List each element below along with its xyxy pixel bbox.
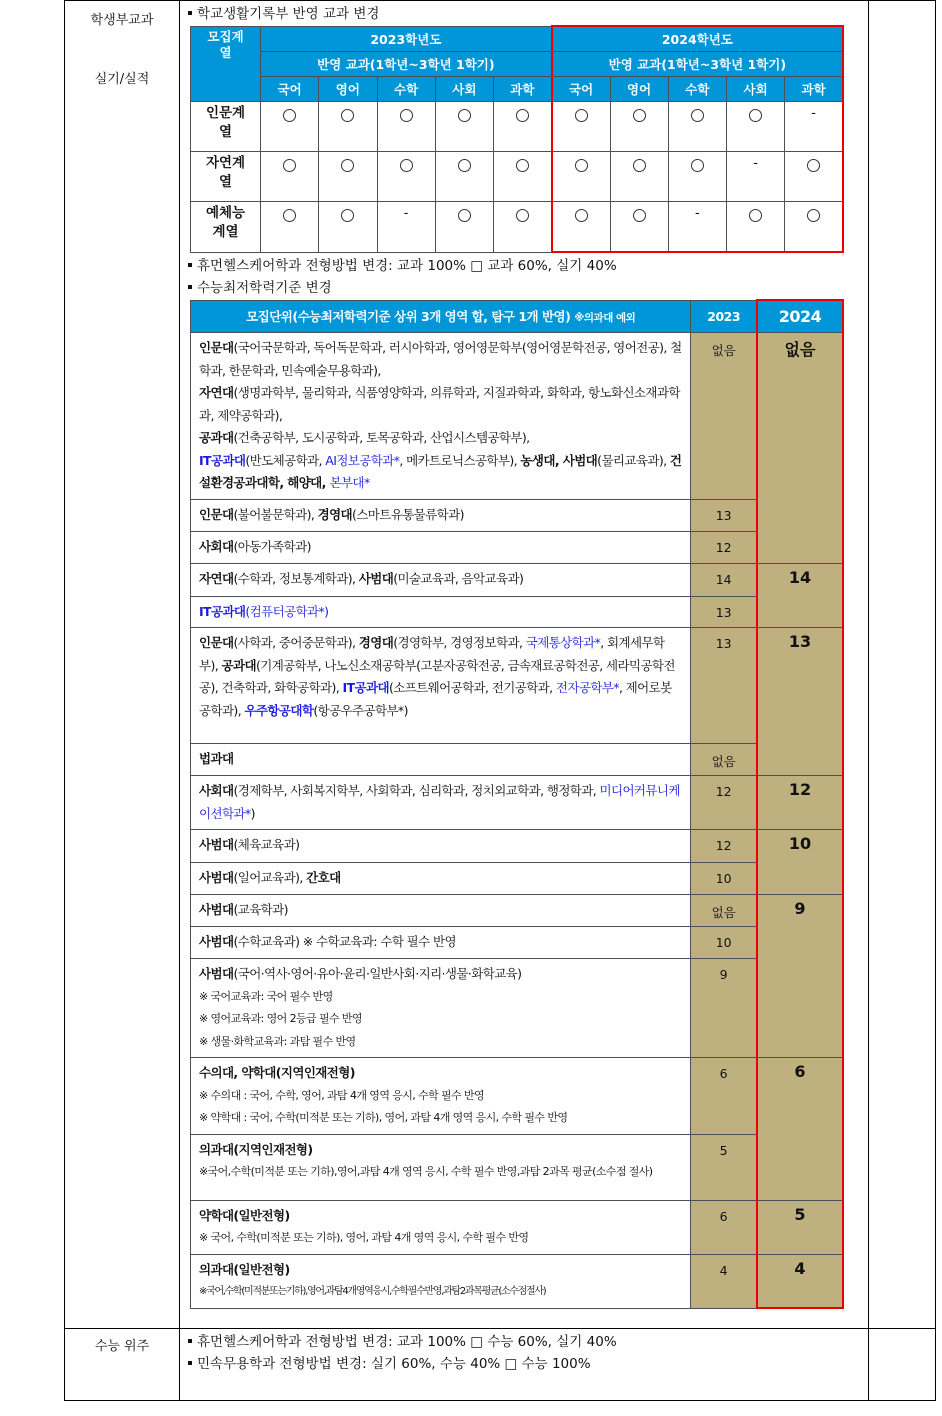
unit-description: 사범대(일어교육과), 간호대 <box>191 863 691 895</box>
value-2024: 5 <box>757 1200 843 1254</box>
circle-icon <box>807 159 820 172</box>
bullet-subject-change: 학교생활기록부 반영 교과 변경 <box>188 3 860 25</box>
bullet-icon <box>188 263 192 267</box>
unit-description: 법과대 <box>191 744 691 776</box>
circle-icon <box>516 209 529 222</box>
value-2024: 6 <box>757 1058 843 1201</box>
circle-icon <box>261 102 319 152</box>
circle-icon <box>341 159 354 172</box>
value-2024: 9 <box>757 895 843 1058</box>
category-label: 수능 위주 <box>94 1339 150 1354</box>
circle-icon <box>807 209 820 222</box>
table-row <box>191 1134 844 1200</box>
dash-cell: - <box>668 202 726 253</box>
circle-icon <box>261 152 319 202</box>
circle-icon <box>283 209 296 222</box>
table-row <box>191 1200 844 1254</box>
unit-description: 인문대(사학과, 중어중문학과), 경영대(경영학부, 경영정보학과, 국제통상학과*, 회계세무학부), 공과대(기계공학부, 나노신소재공학부(고분자공학전공, 금속재료공학전공, 세라믹공학전공), 건축학과, 화학공학과), IT공과대(소프트웨어공학과, 전기공학과, 전자공학부*, 제어로봇공학과), 우주항공대학(항공우주공학부*) <box>191 628 691 744</box>
category-label: 학생부교과 <box>90 13 154 28</box>
year-2023-header: 2023 <box>691 300 757 333</box>
table-row <box>191 596 844 628</box>
value-2024: 4 <box>757 1254 843 1308</box>
unit-description: 인문대(국어국문학과, 독어독문학과, 러시아학과, 영어영문학부(영어영문학전공, 영어전공), 철학과, 한문학과, 민속예술무용학과), 자연대(생명과학부, 물리학과, 식품영양학과, 의류학과, 지질과학과, 화학과, 항노화신소재과학과, 제약공학과), 공과대(건축공학부, 도시공학과, 토목공학과, 산업시스템공학부), IT공과대(반도체공학과, AI정보공학과*, 메카트로닉스공학부), 농생대, 사범대(물리교육과), 건설환경공과대학, 해양대, 본부대* <box>191 333 691 500</box>
subject-table <box>190 25 844 253</box>
bullet-folk-dance: 민속무용학과 전형방법 변경: 실기 60%, 수능 40% □ 수능 100% <box>188 1353 860 1375</box>
circle-icon <box>610 152 668 202</box>
note-text: ※ 영어교육과: 영어 2등급 필수 반영 <box>199 1012 362 1025</box>
subject-header: 사회 <box>435 77 493 102</box>
note-text: ※국어,수학(미적분또는기하),영어,과탐4개영역응시,수학필수반영,과탐2과목평균(소수점절사) <box>199 1286 546 1297</box>
bullet-icon <box>188 1361 192 1365</box>
circle-icon <box>610 102 668 152</box>
value-2023: 6 <box>691 1058 757 1135</box>
unit-description: 사범대(체육교육과) <box>191 830 691 863</box>
circle-icon <box>341 109 354 122</box>
circle-icon <box>749 209 762 222</box>
value-2023: 12 <box>691 830 757 863</box>
circle-icon <box>458 159 471 172</box>
circle-icon <box>552 152 610 202</box>
unit-description: 사범대(국어·역사·영어·유아·윤리·일반사회·지리·생물·화학교육) ※ 국어교육과: 국어 필수 반영 ※ 영어교육과: 영어 2등급 필수 반영 ※ 생물·화학교육과: 과탐 필수 반영 <box>191 959 691 1058</box>
value-2023: 4 <box>691 1254 757 1308</box>
table-row <box>191 563 844 596</box>
note-text: ※ 약학대 : 국어, 수학(미적분 또는 기하), 영어, 과탐 4개 영역 응시, 수학 필수 반영 <box>199 1111 568 1124</box>
subject-header: 국어 <box>261 77 319 102</box>
circle-icon <box>633 109 646 122</box>
circle-icon <box>633 209 646 222</box>
value-2024: 13 <box>757 628 843 776</box>
bullet-humanhealth-csat: 휴먼헬스케어학과 전형방법 변경: 교과 100% □ 수능 60%, 실기 40% <box>188 1331 860 1353</box>
value-2023: 없음 <box>691 333 757 500</box>
circle-icon <box>516 109 529 122</box>
row-label: 예체능계열 <box>191 202 261 253</box>
bullet-humanhealth-change: 휴먼헬스케어학과 전형방법 변경: 교과 100% □ 교과 60%, 실기 40% <box>188 255 860 277</box>
table-row <box>191 102 844 152</box>
unit-description: 수의대, 약학대(지역인재전형) ※ 수의대 : 국어, 수학, 영어, 과탐 4개 영역 응시, 수학 필수 반영 ※ 약학대 : 국어, 수학(미적분 또는 기하), 영어, 과탐 4개 영역 응시, 수학 필수 반영 <box>191 1058 691 1135</box>
value-2023: 10 <box>691 863 757 895</box>
table-row <box>191 830 844 863</box>
circle-icon <box>552 102 610 152</box>
unit-description: 약학대(일반전형) ※ 국어, 수학(미적분 또는 기하), 영어, 과탐 4개 영역 응시, 수학 필수 반영 <box>191 1200 691 1254</box>
content-cell-csat <box>180 1329 869 1401</box>
note-text: ※ 국어교육과: 국어 필수 반영 <box>199 989 333 1003</box>
value-2024: 없음 <box>757 333 843 564</box>
circle-icon <box>341 209 354 222</box>
value-2023: 13 <box>691 596 757 628</box>
value-2023: 13 <box>691 499 757 531</box>
bullet-csat-min-change: 수능최저학력기준 변경 <box>188 277 860 299</box>
category-label: 실기/실적 <box>94 72 150 87</box>
value-2023: 5 <box>691 1134 757 1200</box>
value-2023: 12 <box>691 531 757 563</box>
circle-icon <box>727 202 785 253</box>
unit-description: 의과대(지역인재전형) ※국어,수학(미적분 또는 기하),영어,과탐 4개 영역 응시, 수학 필수 반영,과탐 2과목 평균(소수점 절사) <box>191 1134 691 1200</box>
circle-icon <box>575 109 588 122</box>
table-row <box>191 927 844 959</box>
circle-icon <box>516 159 529 172</box>
circle-icon <box>435 152 493 202</box>
subject-header: 과학 <box>785 77 843 102</box>
subject-header: 수학 <box>377 77 435 102</box>
year-2024-header: 2024 <box>757 300 843 333</box>
value-2023: 14 <box>691 563 757 596</box>
remarks-cell <box>869 1329 936 1401</box>
subject-header: 국어 <box>552 77 610 102</box>
table-row <box>191 863 844 895</box>
dash-cell: - <box>377 202 435 253</box>
circle-icon <box>633 159 646 172</box>
circle-icon <box>494 202 552 253</box>
table-row <box>191 152 844 202</box>
csat-minimum-table <box>190 299 844 1309</box>
unit-description: 사회대(경제학부, 사회복지학부, 사회학과, 심리학과, 정치외교학과, 행정학과, 미디어커뮤니케이션학과*) <box>191 776 691 830</box>
note-text: ※ 생물·화학교육과: 과탐 필수 반영 <box>199 1034 356 1048</box>
circle-icon <box>458 109 471 122</box>
note-text: ※ 수의대 : 국어, 수학, 영어, 과탐 4개 영역 응시, 수학 필수 반영 <box>199 1088 485 1102</box>
circle-icon <box>785 152 843 202</box>
circle-icon <box>458 209 471 222</box>
circle-icon <box>435 102 493 152</box>
circle-icon <box>785 202 843 253</box>
year-2024-subheader: 반영 교과(1학년~3학년 1학기) <box>552 52 843 77</box>
value-2023: 10 <box>691 927 757 959</box>
unit-description: 인문대(불어불문학과), 경영대(스마트유통물류학과) <box>191 499 691 531</box>
value-2024: 14 <box>757 563 843 628</box>
bullet-icon <box>188 285 192 289</box>
circle-icon <box>668 102 726 152</box>
table-row <box>191 776 844 830</box>
circle-icon <box>691 109 704 122</box>
circle-icon <box>319 202 377 253</box>
value-2023: 13 <box>691 628 757 744</box>
year-2024-header: 2024학년도 <box>552 26 843 52</box>
subject-header: 과학 <box>494 77 552 102</box>
circle-icon <box>435 202 493 253</box>
content-cell-school-record <box>180 1 869 1329</box>
table-row <box>191 499 844 531</box>
value-2024: 10 <box>757 830 843 895</box>
circle-icon <box>610 202 668 253</box>
table-row <box>191 744 844 776</box>
circle-icon <box>283 109 296 122</box>
circle-icon <box>494 152 552 202</box>
circle-icon <box>575 159 588 172</box>
value-2024: 12 <box>757 776 843 830</box>
unit-header: 모집단위(수능최저학력기준 상위 3개 영역 합, 탐구 1개 반영) ※의과대 예외 <box>191 300 691 333</box>
value-2023: 없음 <box>691 895 757 927</box>
table-row <box>191 202 844 253</box>
dash-cell: - <box>727 152 785 202</box>
circle-icon <box>668 152 726 202</box>
circle-icon <box>552 202 610 253</box>
unit-description: 사범대(수학교육과) ※ 수학교육과: 수학 필수 반영 <box>191 927 691 959</box>
bullet-icon <box>188 11 192 15</box>
table-row <box>191 1254 844 1308</box>
note-text: ※ 국어, 수학(미적분 또는 기하), 영어, 과탐 4개 영역 응시, 수학 필수 반영 <box>199 1231 529 1244</box>
circle-icon <box>377 152 435 202</box>
circle-icon <box>283 159 296 172</box>
circle-icon <box>494 102 552 152</box>
table-row <box>191 531 844 563</box>
value-2023: 없음 <box>691 744 757 776</box>
unit-description: 사회대(아동가족학과) <box>191 531 691 563</box>
table-row <box>191 895 844 927</box>
circle-icon <box>400 159 413 172</box>
table-row <box>191 1058 844 1135</box>
circle-icon <box>261 202 319 253</box>
circle-icon <box>691 159 704 172</box>
document-table <box>64 0 936 1401</box>
subject-header: 영어 <box>319 77 377 102</box>
row-header: 모집계열 <box>191 26 261 102</box>
year-2023-subheader: 반영 교과(1학년~3학년 1학기) <box>261 52 552 77</box>
circle-icon <box>319 152 377 202</box>
table-row <box>191 628 844 744</box>
unit-description: 자연대(수학과, 정보통계학과), 사범대(미술교육과, 음악교육과) <box>191 563 691 596</box>
subject-header: 사회 <box>727 77 785 102</box>
value-2023: 9 <box>691 959 757 1058</box>
table-row <box>191 333 844 500</box>
unit-description: IT공과대(컴퓨터공학과*) <box>191 596 691 628</box>
category-cell-csat <box>65 1329 180 1401</box>
value-2023: 12 <box>691 776 757 830</box>
bullet-icon <box>188 1339 192 1343</box>
circle-icon <box>319 102 377 152</box>
value-2023: 6 <box>691 1200 757 1254</box>
subject-header: 영어 <box>610 77 668 102</box>
dash-cell: - <box>785 102 843 152</box>
circle-icon <box>727 102 785 152</box>
circle-icon <box>377 102 435 152</box>
category-cell-school-record <box>65 1 180 1329</box>
circle-icon <box>575 209 588 222</box>
unit-description: 사범대(교육학과) <box>191 895 691 927</box>
row-label: 자연계열 <box>191 152 261 202</box>
remarks-cell <box>869 1 936 1329</box>
row-label: 인문계열 <box>191 102 261 152</box>
note-text: ※국어,수학(미적분 또는 기하),영어,과탐 4개 영역 응시, 수학 필수 반영,과탐 2과목 평균(소수점 절사) <box>199 1165 653 1178</box>
circle-icon <box>400 109 413 122</box>
unit-description: 의과대(일반전형) ※국어,수학(미적분또는기하),영어,과탐4개영역응시,수학필수반영,과탐2과목평균(소수점절사) <box>191 1254 691 1308</box>
year-2023-header: 2023학년도 <box>261 26 552 52</box>
subject-header: 수학 <box>668 77 726 102</box>
circle-icon <box>749 109 762 122</box>
table-row <box>191 959 844 1058</box>
